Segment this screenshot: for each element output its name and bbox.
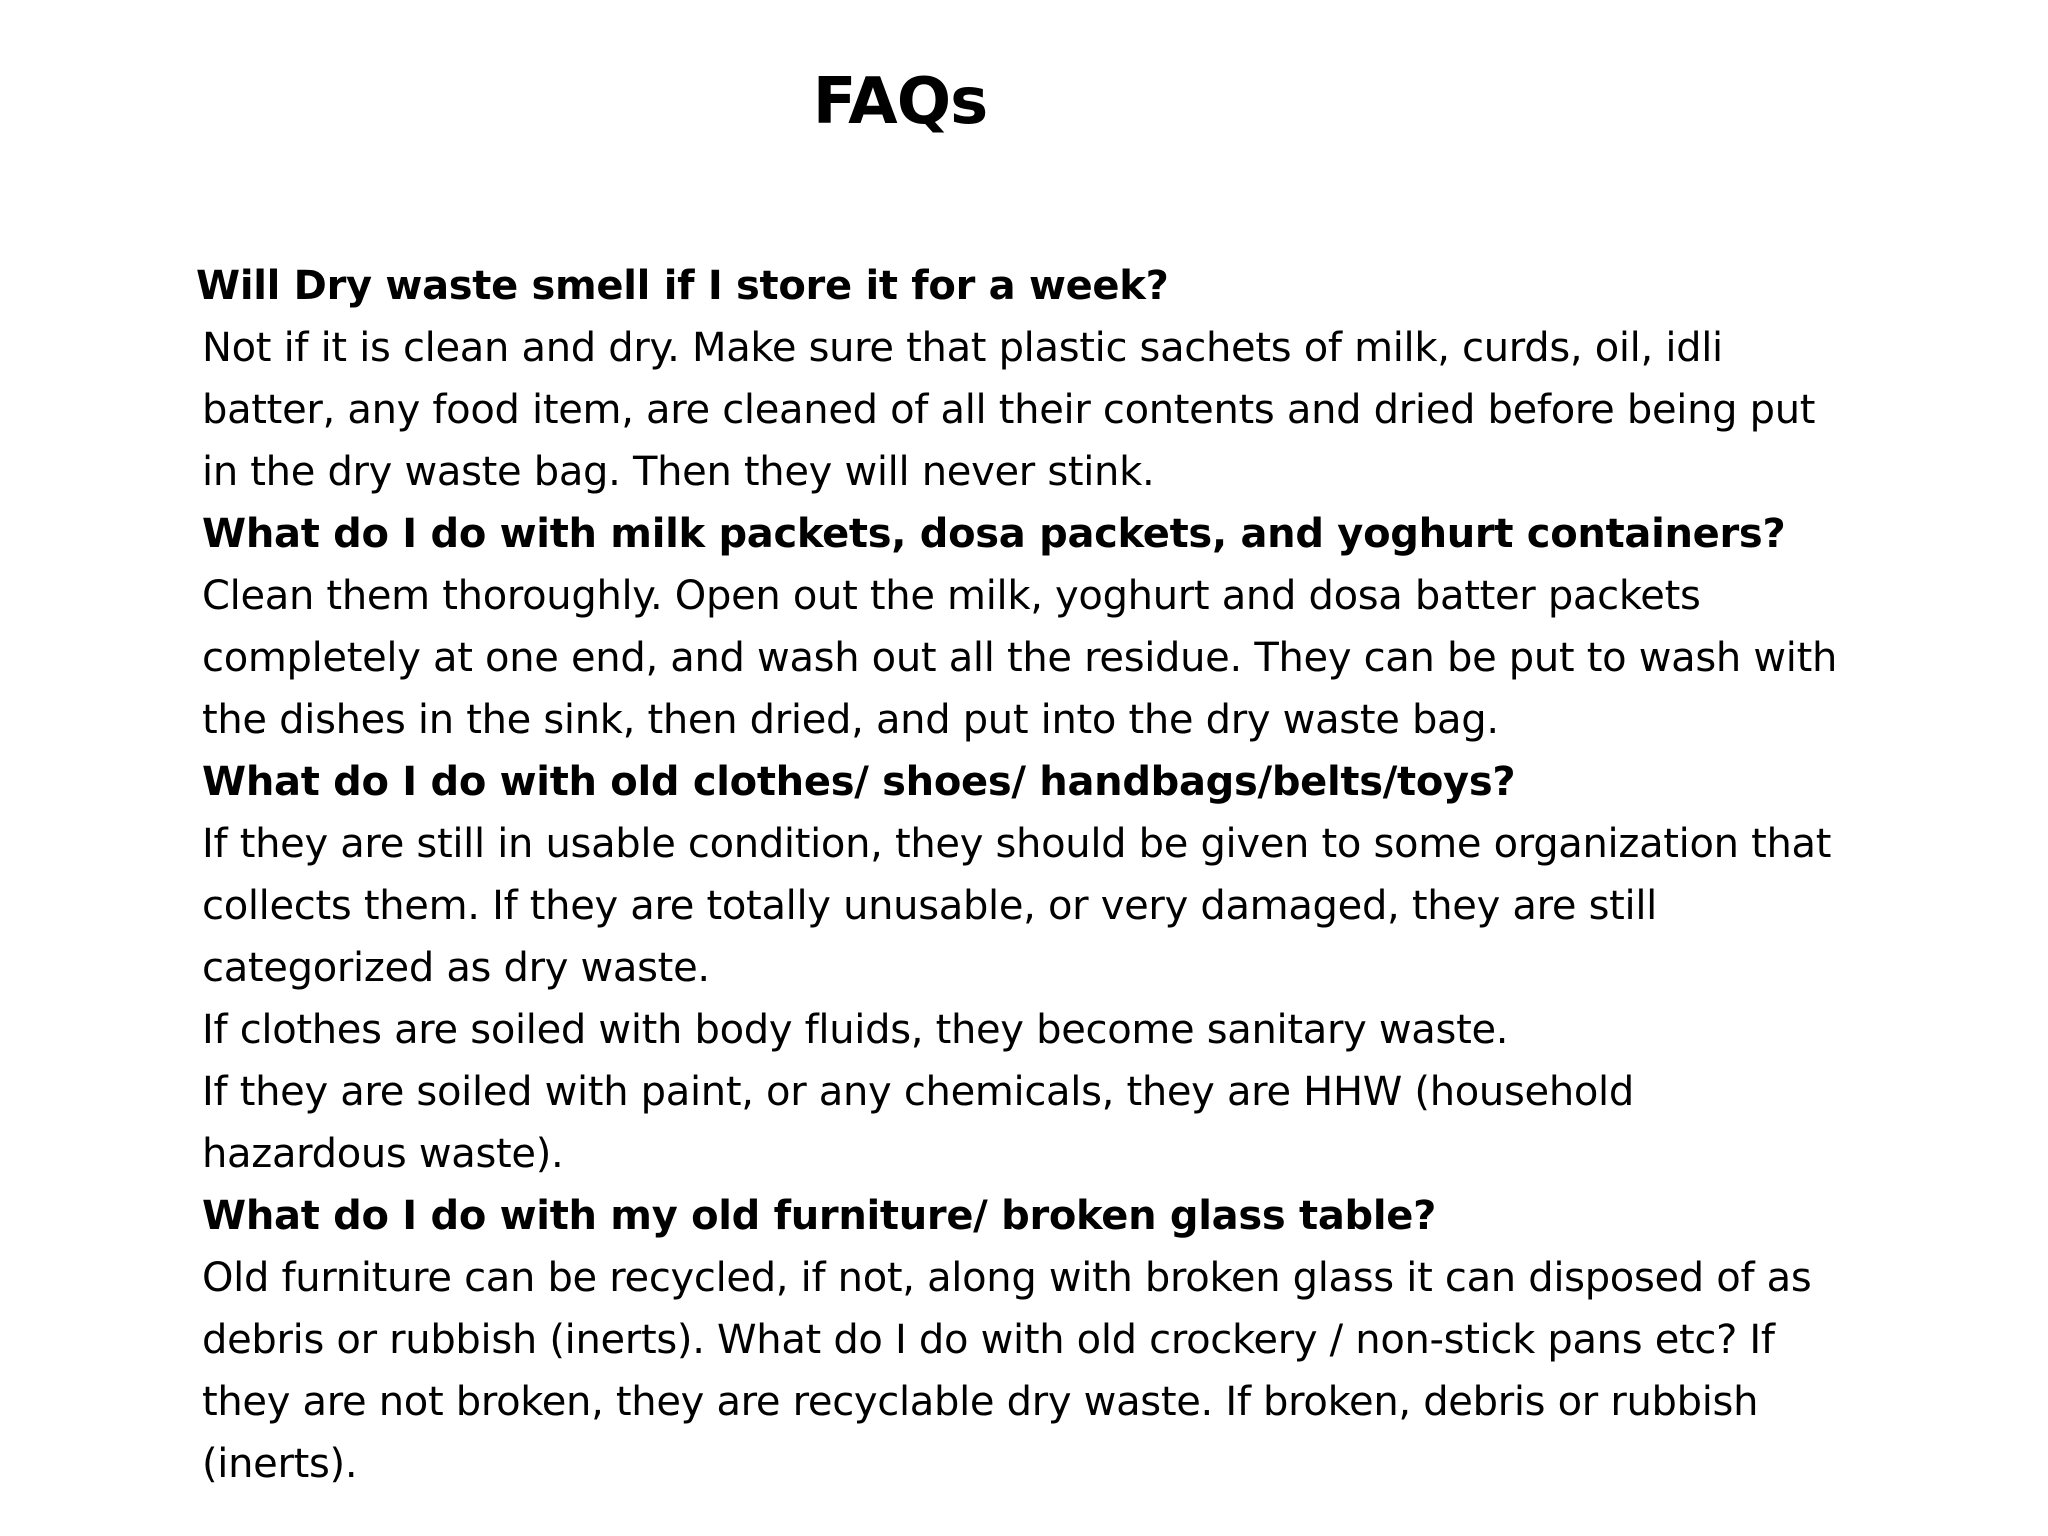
faq-list: [196, 255, 1962, 1495]
faq-answer-4-line-4: (inerts).: [202, 1441, 358, 1487]
faq-question-2: What do I do with milk packets, dosa packets, and yoghurt containers?: [202, 511, 1786, 557]
faq-answer-3-line-1: If they are still in usable condition, they should be given to some organization that: [202, 821, 1832, 867]
faq-answer-1-line-3: in the dry waste bag. Then they will never stink.: [202, 449, 1155, 495]
page-title: FAQs: [812, 65, 988, 139]
faq-answer-4-line-2: debris or rubbish (inerts). What do I do with old crockery / non-stick pans etc? If: [202, 1317, 1775, 1363]
faq-question-3: What do I do with old clothes/ shoes/ handbags/belts/toys?: [202, 759, 1516, 805]
faq-answer-2-line-2: completely at one end, and wash out all the residue. They can be put to wash with: [202, 635, 1837, 681]
faq-answer-2-line-3: the dishes in the sink, then dried, and put into the dry waste bag.: [202, 697, 1499, 743]
faq-answer-1-line-1: Not if it is clean and dry. Make sure that plastic sachets of milk, curds, oil, idli: [202, 325, 1723, 371]
faq-question-1: Will Dry waste smell if I store it for a week?: [196, 263, 1169, 309]
faq-answer-2-line-1: Clean them thoroughly. Open out the milk, yoghurt and dosa batter packets: [202, 573, 1701, 619]
faq-answer-1-line-2: batter, any food item, are cleaned of all their contents and dried before being put: [202, 387, 1816, 433]
faq-question-4: What do I do with my old furniture/ broken glass table?: [202, 1193, 1436, 1239]
faq-answer-3-line-4: If clothes are soiled with body fluids, they become sanitary waste.: [202, 1007, 1509, 1053]
faq-answer-3-line-6: hazardous waste).: [202, 1131, 564, 1177]
faq-answer-3-line-3: categorized as dry waste.: [202, 945, 710, 991]
faq-answer-4-line-1: Old furniture can be recycled, if not, along with broken glass it can disposed of as: [202, 1255, 1812, 1301]
faq-answer-4-line-3: they are not broken, they are recyclable dry waste. If broken, debris or rubbish: [202, 1379, 1759, 1425]
faq-answer-3-line-5: If they are soiled with paint, or any chemicals, they are HHW (household: [202, 1069, 1634, 1115]
faq-answer-3-line-2: collects them. If they are totally unusable, or very damaged, they are still: [202, 883, 1657, 929]
